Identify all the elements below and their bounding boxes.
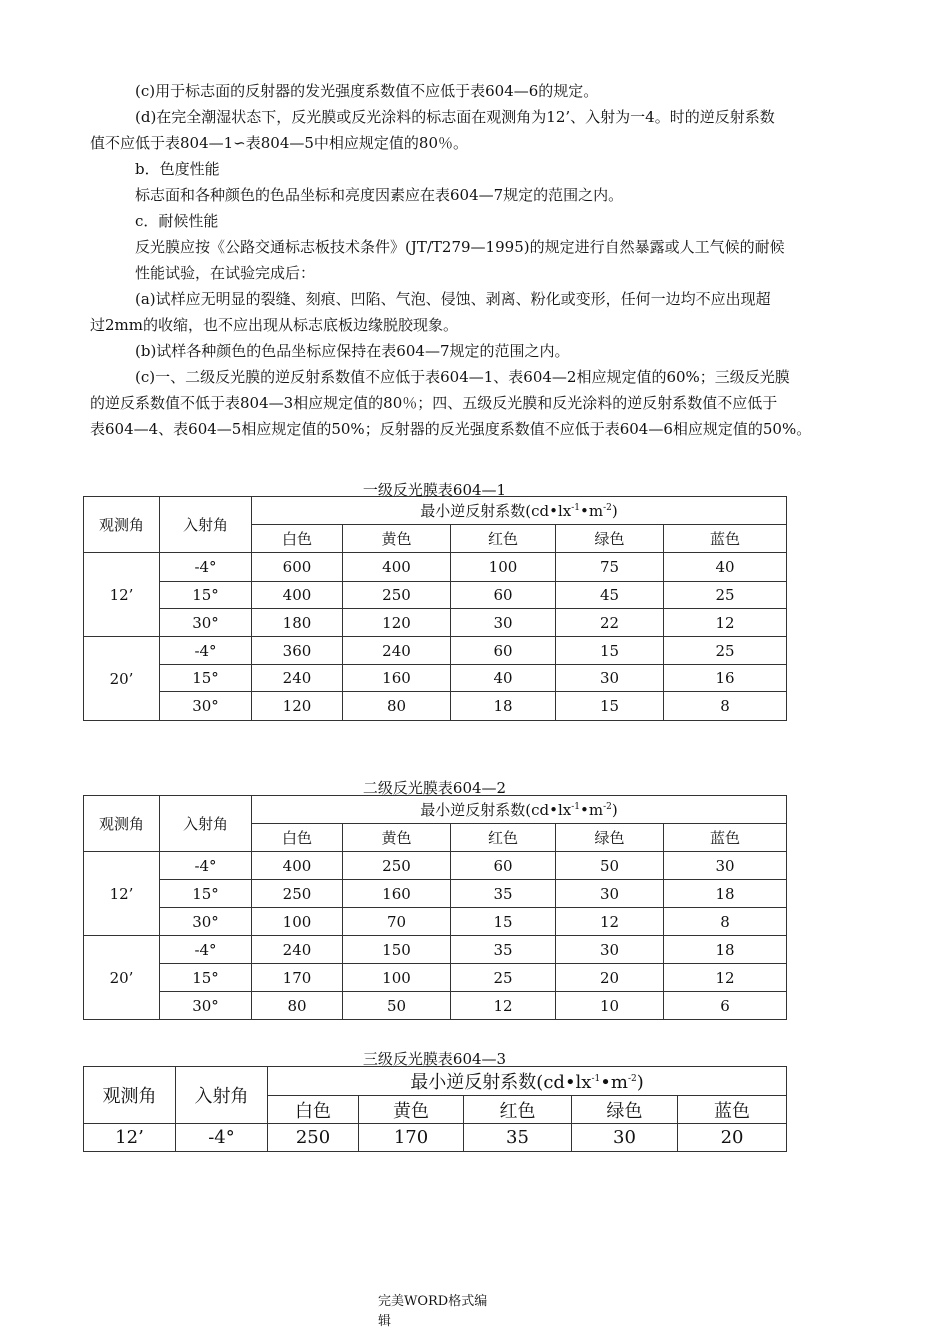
- value-cell: 400: [252, 582, 343, 609]
- value-cell: 150: [343, 936, 451, 964]
- paragraph: 的逆反系数值不低于表804—3相应规定值的80％；四、五级反光膜和反光涂料的逆反射系数值不应低于: [90, 394, 778, 412]
- color-header: 红色: [451, 525, 556, 553]
- value-cell: 50: [343, 992, 451, 1020]
- obs-angle-header: 观测角: [84, 1067, 176, 1124]
- table1-caption: 一级反光膜表604—1: [362, 481, 507, 499]
- value-cell: 40: [664, 553, 787, 582]
- value-cell: 600: [252, 553, 343, 582]
- value-cell: 20: [678, 1124, 787, 1152]
- table-row: [84, 964, 787, 992]
- value-cell: 360: [252, 637, 343, 665]
- color-header: 黄色: [343, 824, 451, 852]
- inc-angle-cell: 30°: [160, 908, 252, 936]
- body-text: [90, 78, 915, 442]
- value-cell: 170: [252, 964, 343, 992]
- table3-caption: 三级反光膜表604—3: [362, 1050, 507, 1068]
- value-cell: 8: [664, 908, 787, 936]
- color-header: 黄色: [343, 525, 451, 553]
- inc-angle-cell: -4°: [160, 936, 252, 964]
- table-row: [84, 582, 787, 609]
- value-cell: 35: [451, 880, 556, 908]
- value-cell: 160: [343, 880, 451, 908]
- table-row: [84, 692, 787, 721]
- paragraph: 表604—4、表604—5相应规定值的50%；反射器的反光强度系数值不应低于表604—6相应规定值的50%。: [90, 420, 812, 438]
- obs-angle-cell: 12’: [84, 1124, 176, 1152]
- value-cell: 75: [556, 553, 664, 582]
- value-cell: 6: [664, 992, 787, 1020]
- table-row: [84, 553, 787, 582]
- inc-angle-header: 入射角: [160, 497, 252, 553]
- value-cell: 40: [451, 665, 556, 692]
- value-cell: 10: [556, 992, 664, 1020]
- value-cell: 400: [343, 553, 451, 582]
- value-cell: 12: [664, 964, 787, 992]
- min-retro-header: 最小逆反射系数$(cd•lx^{-1}•m^{-2})$: [268, 1067, 787, 1096]
- inc-angle-cell: -4°: [160, 852, 252, 880]
- min-retro-header: 最小逆反射系数$(cd•lx^{-1}•m^{-2})$: [252, 497, 787, 525]
- table-row: [84, 936, 787, 964]
- value-cell: 120: [252, 692, 343, 721]
- value-cell: 250: [252, 880, 343, 908]
- inc-angle-cell: -4°: [160, 637, 252, 665]
- table3: [83, 1066, 787, 1152]
- color-header: 绿色: [556, 824, 664, 852]
- value-cell: 400: [252, 852, 343, 880]
- color-header: 黄色: [359, 1096, 464, 1124]
- color-header: 白色: [268, 1096, 359, 1124]
- obs-angle-header: 观测角: [84, 796, 160, 852]
- footer-note: [378, 1292, 508, 1332]
- value-cell: 80: [252, 992, 343, 1020]
- table-row: [84, 609, 787, 637]
- value-cell: 120: [343, 609, 451, 637]
- inc-angle-cell: 15°: [160, 880, 252, 908]
- section-heading: c．耐候性能: [135, 212, 219, 230]
- table-row: [84, 852, 787, 880]
- value-cell: 12: [664, 609, 787, 637]
- value-cell: 60: [451, 582, 556, 609]
- inc-angle-header: 入射角: [160, 796, 252, 852]
- table2: [83, 795, 787, 1020]
- obs-angle-cell: 20’: [84, 936, 160, 1020]
- obs-angle-cell: 20’: [84, 637, 160, 721]
- value-cell: 30: [556, 665, 664, 692]
- value-cell: 18: [664, 936, 787, 964]
- color-header: 绿色: [556, 525, 664, 553]
- table-row: [84, 992, 787, 1020]
- value-cell: 12: [451, 992, 556, 1020]
- value-cell: 60: [451, 637, 556, 665]
- table2-caption: 二级反光膜表604—2: [362, 779, 507, 797]
- value-cell: 70: [343, 908, 451, 936]
- color-header: 白色: [252, 824, 343, 852]
- paragraph: 性能试验，在试验完成后：: [135, 264, 316, 282]
- value-cell: 30: [664, 852, 787, 880]
- paragraph: (c)用于标志面的反射器的发光强度系数值不应低于表604—6的规定。: [135, 82, 599, 100]
- inc-angle-cell: -4°: [176, 1124, 268, 1152]
- inc-angle-cell: 15°: [160, 964, 252, 992]
- color-header: 绿色: [572, 1096, 678, 1124]
- value-cell: 180: [252, 609, 343, 637]
- paragraph: 标志面和各种颜色的色品坐标和亮度因素应在表604—7规定的范围之内。: [135, 186, 624, 204]
- value-cell: 250: [268, 1124, 359, 1152]
- value-cell: 30: [556, 936, 664, 964]
- paragraph: (d)在完全潮湿状态下，反光膜或反光涂料的标志面在观测角为12’、入射为一4。时的逆反射系数: [135, 108, 775, 126]
- value-cell: 30: [572, 1124, 678, 1152]
- color-header: 红色: [464, 1096, 572, 1124]
- color-header: 蓝色: [664, 824, 787, 852]
- value-cell: 100: [252, 908, 343, 936]
- color-header: 蓝色: [664, 525, 787, 553]
- value-cell: 240: [252, 936, 343, 964]
- paragraph: 过2mm的收缩，也不应出现从标志底板边缘脱胶现象。: [90, 316, 458, 334]
- value-cell: 100: [343, 964, 451, 992]
- paragraph: (c)一、二级反光膜的逆反射系数值不应低于表604—1、表604—2相应规定值的60%；三级反光膜: [135, 368, 790, 386]
- value-cell: 60: [451, 852, 556, 880]
- footer-line: 完美WORD格式编: [378, 1294, 488, 1309]
- value-cell: 250: [343, 852, 451, 880]
- inc-angle-header: 入射角: [176, 1067, 268, 1124]
- obs-angle-cell: 12’: [84, 852, 160, 936]
- value-cell: 25: [664, 582, 787, 609]
- value-cell: 20: [556, 964, 664, 992]
- table1: [83, 496, 787, 721]
- obs-angle-header: 观测角: [84, 497, 160, 553]
- value-cell: 100: [451, 553, 556, 582]
- value-cell: 240: [252, 665, 343, 692]
- value-cell: 170: [359, 1124, 464, 1152]
- color-header: 蓝色: [678, 1096, 787, 1124]
- table-row: [84, 880, 787, 908]
- obs-angle-cell: 12’: [84, 553, 160, 637]
- value-cell: 30: [556, 880, 664, 908]
- table-row: [84, 908, 787, 936]
- value-cell: 15: [556, 692, 664, 721]
- section-heading: b．色度性能: [135, 160, 220, 178]
- value-cell: 8: [664, 692, 787, 721]
- value-cell: 35: [464, 1124, 572, 1152]
- value-cell: 25: [664, 637, 787, 665]
- inc-angle-cell: -4°: [160, 553, 252, 582]
- value-cell: 16: [664, 665, 787, 692]
- table-row: [84, 1124, 787, 1152]
- value-cell: 160: [343, 665, 451, 692]
- value-cell: 18: [664, 880, 787, 908]
- value-cell: 80: [343, 692, 451, 721]
- value-cell: 250: [343, 582, 451, 609]
- footer-line: 辑: [378, 1314, 392, 1329]
- value-cell: 35: [451, 936, 556, 964]
- paragraph: 值不应低于表804—1∽表804—5中相应规定值的80％。: [90, 134, 469, 152]
- value-cell: 45: [556, 582, 664, 609]
- inc-angle-cell: 30°: [160, 609, 252, 637]
- value-cell: 12: [556, 908, 664, 936]
- value-cell: 15: [451, 908, 556, 936]
- value-cell: 22: [556, 609, 664, 637]
- value-cell: 240: [343, 637, 451, 665]
- table-row: [84, 665, 787, 692]
- table-row: [84, 637, 787, 665]
- min-retro-header: 最小逆反射系数$(cd•lx^{-1}•m^{-2})$: [252, 796, 787, 824]
- paragraph: (b)试样各种颜色的色品坐标应保持在表604—7规定的范围之内。: [135, 342, 570, 360]
- color-header: 红色: [451, 824, 556, 852]
- inc-angle-cell: 30°: [160, 992, 252, 1020]
- value-cell: 18: [451, 692, 556, 721]
- inc-angle-cell: 30°: [160, 692, 252, 721]
- paragraph: 反光膜应按《公路交通标志板技术条件》(JT/T279—1995)的规定进行自然暴露或人工气候的耐候: [135, 238, 785, 256]
- value-cell: 15: [556, 637, 664, 665]
- value-cell: 25: [451, 964, 556, 992]
- value-cell: 30: [451, 609, 556, 637]
- paragraph: (a)试样应无明显的裂缝、刻痕、凹陷、气泡、侵蚀、剥离、粉化或变形，任何一边均不应出现超: [135, 290, 771, 308]
- inc-angle-cell: 15°: [160, 582, 252, 609]
- inc-angle-cell: 15°: [160, 665, 252, 692]
- value-cell: 50: [556, 852, 664, 880]
- color-header: 白色: [252, 525, 343, 553]
